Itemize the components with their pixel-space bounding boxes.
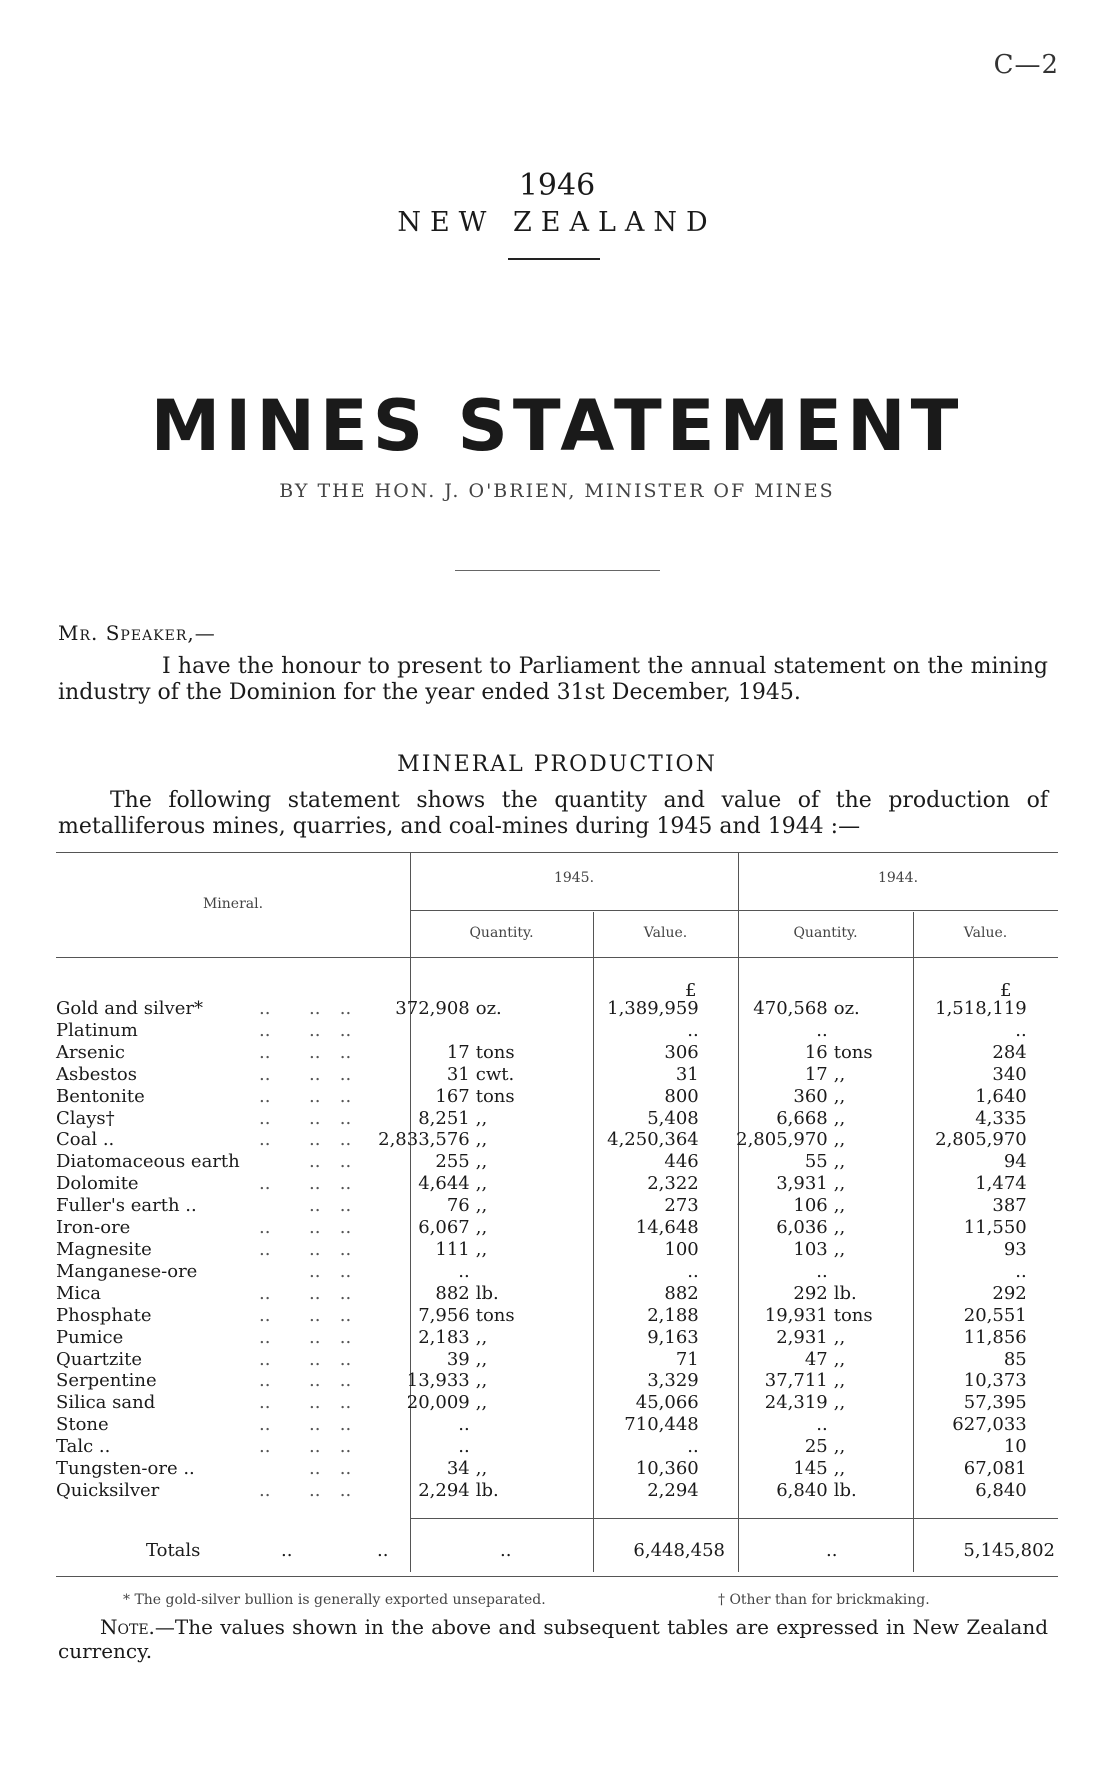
page-reference: C—2 <box>993 50 1059 80</box>
value-1945: 71 <box>675 1348 699 1370</box>
unit-1944 <box>834 1020 892 1042</box>
divider-rule <box>508 258 600 260</box>
leader-dots: .. <box>309 1063 321 1085</box>
unit-1944: ,, <box>833 1436 846 1458</box>
leader-dots: .. <box>339 1414 352 1436</box>
table-row <box>56 998 1027 1020</box>
value-1944: 67,081 <box>963 1458 1027 1480</box>
value-1944: 627,033 <box>952 1414 1027 1436</box>
mineral-name: Coal .. <box>56 1129 115 1151</box>
table-row <box>56 1217 1027 1239</box>
leader-dots: .. <box>309 1304 321 1326</box>
mineral-name: Dolomite <box>56 1173 139 1195</box>
production-table-body <box>56 998 1027 1502</box>
totals-label: Totals <box>146 1540 201 1561</box>
unit-1944: ,, <box>833 1238 846 1260</box>
value-1945: 4,250,364 <box>607 1129 699 1151</box>
value-1945: 14,648 <box>635 1217 699 1239</box>
value-1945: 2,188 <box>647 1304 699 1326</box>
value-1945: 1,389,959 <box>607 998 699 1019</box>
table-row <box>56 1480 1027 1502</box>
note-label: Note. <box>100 1615 155 1639</box>
value-1944: 85 <box>1003 1348 1027 1370</box>
leader-dots: .. <box>339 1458 352 1480</box>
table-row <box>56 1020 1027 1042</box>
table-row <box>56 1458 1027 1480</box>
table-row <box>56 1173 1027 1195</box>
intro-paragraph: I have the honour to present to Parliament the annual statement on the mining industry of the Dominion for the year ended 31st December, 1945. <box>58 654 1048 705</box>
quantity-1944: 24,319 <box>764 1392 828 1414</box>
unit-1944: ,, <box>833 1063 846 1085</box>
unit-1944 <box>834 1261 892 1283</box>
value-1944-header: Value. <box>963 925 1008 941</box>
quantity-1945: 31 <box>446 1063 470 1085</box>
value-1944: .. <box>1015 1260 1027 1282</box>
value-1945: 710,448 <box>624 1414 699 1436</box>
leader-dots: .. <box>339 1085 352 1107</box>
value-1945: .. <box>687 1019 699 1041</box>
leader-dots: .. <box>339 1217 352 1239</box>
quantity-1945: 4,644 <box>418 1173 470 1195</box>
leader-dots: .. <box>309 1479 321 1501</box>
mineral-name: Asbestos <box>56 1063 137 1085</box>
leader-dots: .. <box>309 1085 321 1107</box>
quantity-1944: 2,931 <box>776 1326 828 1348</box>
quantity-1945-header: Quantity. <box>469 925 534 941</box>
unit-1944: tons <box>833 1041 873 1063</box>
leader-dots: .. <box>339 1304 352 1326</box>
unit-1945: ,, <box>475 1151 488 1173</box>
leader-dots: .. <box>309 1370 321 1392</box>
unit-1944: ,, <box>833 1173 846 1195</box>
table-row <box>56 1151 1027 1173</box>
quantity-1945 <box>365 1020 476 1042</box>
salutation: Mr. Speaker,— <box>58 621 216 645</box>
value-1945: 446 <box>664 1151 699 1173</box>
value-1944: 1,640 <box>975 1085 1027 1107</box>
year-1945-header: 1945. <box>553 870 595 886</box>
unit-1945: oz. <box>475 998 502 1019</box>
mineral-name: Bentonite <box>56 1085 145 1107</box>
value-1944: 1,474 <box>975 1173 1027 1195</box>
table-row <box>56 1392 1027 1414</box>
leader-dots: .. <box>259 1436 271 1458</box>
mineral-name: Silica sand <box>56 1392 156 1414</box>
table-row <box>56 1064 1027 1086</box>
page-title: MINES STATEMENT <box>150 385 964 467</box>
leader-dots: .. <box>339 998 352 1019</box>
value-1945: 2,294 <box>647 1479 699 1501</box>
footnote-gold-silver: * The gold-silver bullion is generally exported unseparated. <box>123 1592 546 1608</box>
table-row <box>56 1239 1027 1261</box>
leader-dots: .. <box>259 1238 271 1260</box>
value-1944: 1,518,119 <box>935 998 1027 1019</box>
leader-dots: .. <box>339 1282 352 1304</box>
table-row <box>56 1261 1027 1283</box>
table-row <box>56 1370 1027 1392</box>
currency-symbol-1945: £ <box>685 980 697 1001</box>
mineral-name: Stone <box>56 1414 109 1436</box>
mineral-name: Magnesite <box>56 1238 152 1260</box>
quantity-1945: .. <box>458 1260 470 1282</box>
leader-dots: .. <box>339 1436 352 1458</box>
unit-1944: ,, <box>833 1195 846 1217</box>
leader-dots: .. <box>309 1348 321 1370</box>
unit-1945 <box>476 1436 541 1458</box>
value-1945: 306 <box>664 1041 699 1063</box>
value-1945: 9,163 <box>647 1326 699 1348</box>
year-header-rule <box>410 910 1058 911</box>
value-1945: 2,322 <box>647 1173 699 1195</box>
leader-dots: .. <box>259 1041 271 1063</box>
quantity-1945: 167 <box>435 1085 470 1107</box>
quantity-1945: 7,956 <box>418 1304 470 1326</box>
quantity-1944: 2,805,970 <box>736 1129 828 1151</box>
quantity-1944-header: Quantity. <box>793 925 858 941</box>
quantity-1944: 145 <box>793 1458 828 1480</box>
quantity-1944: 47 <box>804 1348 828 1370</box>
mineral-column-header: Mineral. <box>202 896 264 912</box>
quantity-1945: 34 <box>446 1458 470 1480</box>
quantity-1944: 19,931 <box>764 1304 828 1326</box>
currency-symbol-1944: £ <box>1000 980 1012 1001</box>
leader-dots: .. <box>309 1217 321 1239</box>
mineral-name: Arsenic <box>56 1041 125 1063</box>
unit-1945: ,, <box>475 1392 488 1414</box>
unit-1945: lb. <box>475 1282 499 1304</box>
value-1945: .. <box>687 1260 699 1282</box>
value-1944: 292 <box>992 1282 1027 1304</box>
leader-dots: .. <box>309 1129 321 1151</box>
unit-1945: ,, <box>475 1173 488 1195</box>
unit-1944: ,, <box>833 1348 846 1370</box>
quantity-1944: 360 <box>793 1085 828 1107</box>
quantity-1944: 103 <box>793 1238 828 1260</box>
quantity-1944: 106 <box>793 1195 828 1217</box>
value-1944: 284 <box>992 1041 1027 1063</box>
leader-dots: .. <box>309 1392 321 1414</box>
leader-dots: .. <box>339 1238 352 1260</box>
quantity-1944: 3,931 <box>776 1173 828 1195</box>
leader-dots: .. <box>339 1107 352 1129</box>
mineral-name: Serpentine <box>56 1370 157 1392</box>
quantity-1944: 6,840 <box>776 1479 828 1501</box>
value-1944: 10,373 <box>963 1370 1027 1392</box>
year-heading: 1946 <box>518 168 596 203</box>
mineral-name: Iron-ore <box>56 1217 131 1239</box>
unit-1945 <box>476 1261 541 1283</box>
table-top-rule <box>56 852 1058 853</box>
value-1945: .. <box>687 1436 699 1458</box>
value-1944: 57,395 <box>963 1392 1027 1414</box>
quantity-1944: 25 <box>804 1436 828 1458</box>
quantity-1945: 2,183 <box>418 1326 470 1348</box>
totals-value-1945: 6,448,458 <box>633 1540 725 1561</box>
unit-1944: ,, <box>833 1151 846 1173</box>
mineral-name: Mica <box>56 1282 101 1304</box>
table-row <box>56 1327 1027 1349</box>
totals-dots: .. <box>377 1540 389 1561</box>
leader-dots: .. <box>309 1436 321 1458</box>
leader-dots: .. <box>259 1348 271 1370</box>
mineral-name: Pumice <box>56 1326 124 1348</box>
leader-dots: .. <box>339 1195 352 1217</box>
quantity-1945: 372,908 <box>395 998 470 1019</box>
value-1945: 882 <box>664 1282 699 1304</box>
quantity-1944: 37,711 <box>764 1370 828 1392</box>
quantity-1945: 882 <box>435 1282 470 1304</box>
unit-1945: ,, <box>475 1370 488 1392</box>
quantity-1944: .. <box>816 1260 828 1282</box>
unit-1945: ,, <box>475 1458 488 1480</box>
leader-dots: .. <box>309 1414 321 1436</box>
value-1945: 31 <box>675 1063 699 1085</box>
value-1944: 387 <box>992 1195 1027 1217</box>
byline: BY THE HON. J. O'BRIEN, MINISTER OF MINES <box>279 480 835 502</box>
leader-dots: .. <box>259 1304 271 1326</box>
mineral-name: Platinum <box>56 1019 138 1041</box>
year-1944-header: 1944. <box>877 870 919 886</box>
quantity-1944: 6,668 <box>776 1107 828 1129</box>
leader-dots <box>240 1458 290 1480</box>
leader-dots: .. <box>339 1370 352 1392</box>
unit-1944: ,, <box>833 1085 846 1107</box>
leader-dots: .. <box>339 1479 352 1501</box>
quantity-1944: 470,568 <box>753 998 828 1019</box>
leader-dots: .. <box>309 1458 321 1480</box>
quantity-1945: 2,833,576 <box>378 1129 470 1151</box>
unit-1944: ,, <box>833 1458 846 1480</box>
leader-dots: .. <box>339 1392 352 1414</box>
unit-1945: tons <box>475 1304 515 1326</box>
quantity-1945: .. <box>458 1436 470 1458</box>
unit-1945: ,, <box>475 1238 488 1260</box>
unit-1944: ,, <box>833 1370 846 1392</box>
unit-1944: ,, <box>833 1129 846 1151</box>
header-bottom-rule <box>56 957 1058 958</box>
unit-1945: ,, <box>475 1217 488 1239</box>
totals-value-1944: 5,145,802 <box>963 1540 1055 1561</box>
leader-dots: .. <box>309 1041 321 1063</box>
quantity-1944: .. <box>816 1019 828 1041</box>
unit-1945: lb. <box>475 1479 499 1501</box>
leader-dots: .. <box>259 1173 271 1195</box>
unit-1945: ,, <box>475 1107 488 1129</box>
leader-dots: .. <box>259 1217 271 1239</box>
quantity-1944: 6,036 <box>776 1217 828 1239</box>
value-1945: 45,066 <box>635 1392 699 1414</box>
leader-dots: .. <box>339 1063 352 1085</box>
section-heading: MINERAL PRODUCTION <box>397 752 717 777</box>
unit-1944: oz. <box>833 998 860 1019</box>
mineral-name: Talc .. <box>56 1436 111 1458</box>
value-1944: 20,551 <box>963 1304 1027 1326</box>
leader-dots: .. <box>309 1326 321 1348</box>
leader-dots: .. <box>259 1479 271 1501</box>
table-row <box>56 1349 1027 1371</box>
value-1945: 800 <box>664 1085 699 1107</box>
table-row <box>56 1305 1027 1327</box>
leader-dots: .. <box>309 1238 321 1260</box>
divider-rule <box>455 570 660 571</box>
leader-dots: .. <box>339 1260 352 1282</box>
unit-1944: lb. <box>833 1479 857 1501</box>
leader-dots: .. <box>309 1019 321 1041</box>
unit-1944: ,, <box>833 1392 846 1414</box>
note-text: —The values shown in the above and subsequent tables are expressed in New Zealand currency. <box>58 1615 1048 1663</box>
quantity-1944: 16 <box>804 1041 828 1063</box>
mineral-name: Quicksilver <box>56 1479 160 1501</box>
value-1944: 340 <box>992 1063 1027 1085</box>
unit-1944 <box>834 1414 892 1436</box>
unit-1944: ,, <box>833 1217 846 1239</box>
section-paragraph: The following statement shows the quantity and value of the production of metalliferous mines, quarries, and coal-mines during 1945 and 1944 :— <box>58 788 1048 839</box>
totals-quantity-1945: .. <box>500 1540 512 1561</box>
leader-dots: .. <box>259 1392 271 1414</box>
leader-dots: .. <box>259 1085 271 1107</box>
unit-1944: ,, <box>833 1107 846 1129</box>
leader-dots: .. <box>259 1107 271 1129</box>
unit-1944: tons <box>833 1304 873 1326</box>
table-row <box>56 1414 1027 1436</box>
leader-dots: .. <box>259 998 271 1019</box>
unit-1945: ,, <box>475 1195 488 1217</box>
leader-dots: .. <box>309 998 321 1019</box>
mineral-name: Quartzite <box>56 1348 143 1370</box>
leader-dots: .. <box>259 1414 271 1436</box>
value-1944: 2,805,970 <box>935 1129 1027 1151</box>
unit-1945: ,, <box>475 1129 488 1151</box>
leader-dots: .. <box>309 1173 321 1195</box>
leader-dots: .. <box>309 1195 321 1217</box>
value-1944: .. <box>1015 1019 1027 1041</box>
mineral-name: Fuller's earth .. <box>56 1195 197 1217</box>
value-1945: 100 <box>664 1238 699 1260</box>
leader-dots: .. <box>259 1326 271 1348</box>
value-1944: 11,550 <box>963 1217 1027 1239</box>
value-1944: 93 <box>1003 1238 1027 1260</box>
leader-dots: .. <box>339 1019 352 1041</box>
value-1944: 6,840 <box>975 1479 1027 1501</box>
mineral-name: Manganese-ore <box>56 1260 198 1282</box>
unit-1945: tons <box>475 1041 515 1063</box>
leader-dots: .. <box>309 1107 321 1129</box>
footnote-clays: † Other than for brickmaking. <box>718 1592 930 1608</box>
unit-1945: ,, <box>475 1326 488 1348</box>
leader-dots: .. <box>339 1129 352 1151</box>
leader-dots: .. <box>339 1348 352 1370</box>
quantity-1945: 6,067 <box>418 1217 470 1239</box>
quantity-1945: .. <box>458 1414 470 1436</box>
unit-1945: tons <box>475 1085 515 1107</box>
table-row <box>56 1086 1027 1108</box>
quantity-1945: 13,933 <box>406 1370 470 1392</box>
leader-dots: .. <box>339 1173 352 1195</box>
table-bottom-rule <box>56 1576 1058 1577</box>
table-row <box>56 1195 1027 1217</box>
leader-dots: .. <box>339 1326 352 1348</box>
value-1945: 273 <box>664 1195 699 1217</box>
leader-dots: .. <box>259 1370 271 1392</box>
totals-dots: .. <box>281 1540 293 1561</box>
quantity-1945: 39 <box>446 1348 470 1370</box>
value-1945: 3,329 <box>647 1370 699 1392</box>
quantity-1945: 2,294 <box>418 1479 470 1501</box>
leader-dots: .. <box>259 1129 271 1151</box>
unit-1944: ,, <box>833 1326 846 1348</box>
value-1944: 4,335 <box>975 1107 1027 1129</box>
mineral-name: Clays† <box>56 1107 115 1129</box>
leader-dots: .. <box>259 1019 271 1041</box>
quantity-1945: 17 <box>446 1041 470 1063</box>
leader-dots: .. <box>309 1260 321 1282</box>
value-1944: 11,856 <box>963 1326 1027 1348</box>
unit-1945: ,, <box>475 1348 488 1370</box>
quantity-1945: 76 <box>446 1195 470 1217</box>
value-1944: 94 <box>1003 1151 1027 1173</box>
leader-dots: .. <box>259 1282 271 1304</box>
quantity-1944: 55 <box>804 1151 828 1173</box>
quantity-1944: .. <box>816 1414 828 1436</box>
mineral-name: Phosphate <box>56 1304 152 1326</box>
mineral-name: Diatomaceous earth <box>56 1151 240 1173</box>
table-row <box>56 1042 1027 1064</box>
value-1944: 10 <box>1003 1436 1027 1458</box>
value-1945: 10,360 <box>635 1458 699 1480</box>
unit-1944: lb. <box>833 1282 857 1304</box>
table-row <box>56 1108 1027 1130</box>
totals-rule <box>410 1518 1058 1519</box>
quantity-1945: 20,009 <box>406 1392 470 1414</box>
mineral-name: Gold and silver* <box>56 998 203 1019</box>
leader-dots: .. <box>259 1063 271 1085</box>
leader-dots: .. <box>339 1041 352 1063</box>
currency-note <box>58 1615 1048 1663</box>
quantity-1945: 8,251 <box>418 1107 470 1129</box>
leader-dots: .. <box>309 1282 321 1304</box>
mineral-name: Tungsten-ore .. <box>56 1458 195 1480</box>
unit-1945 <box>476 1414 541 1436</box>
quantity-1944: 17 <box>804 1063 828 1085</box>
table-row <box>56 1283 1027 1305</box>
quantity-1944: 292 <box>793 1282 828 1304</box>
leader-dots <box>240 1195 290 1217</box>
leader-dots: .. <box>339 1151 352 1173</box>
leader-dots <box>240 1151 290 1173</box>
leader-dots <box>240 1261 290 1283</box>
quantity-1945: 255 <box>435 1151 470 1173</box>
quantity-1945: 111 <box>435 1238 470 1260</box>
totals-quantity-1944: .. <box>826 1540 838 1561</box>
leader-dots: .. <box>309 1151 321 1173</box>
country-heading: NEW ZEALAND <box>397 207 717 238</box>
unit-1945: cwt. <box>475 1063 515 1085</box>
unit-1945 <box>476 1020 541 1042</box>
value-1945: 5,408 <box>647 1107 699 1129</box>
value-1945-header: Value. <box>643 925 688 941</box>
table-row <box>56 1436 1027 1458</box>
table-row <box>56 1129 1027 1151</box>
